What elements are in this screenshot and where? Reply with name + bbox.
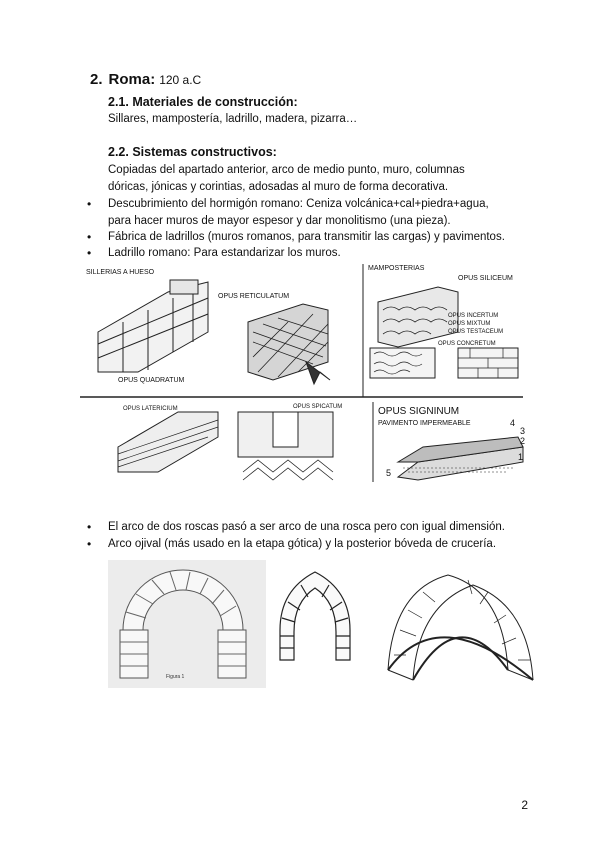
bullet-ladrillos [108,229,548,246]
section-heading [90,71,201,88]
label-opus-testaceum: OPUS TESTACEUM [448,329,504,335]
section-title: Roma: [108,71,156,88]
section-number: 2. [90,71,103,88]
figure2-caption: Figura 1 [166,674,185,680]
label-opus-mixtum: OPUS MIXTUM [448,321,491,327]
label-sillerias: SILLERIAS A HUESO [86,269,155,276]
bullet-ladrillo-romano-line1: • Ladrillo romano: Para estandarizar los muros. [108,247,341,259]
label-opus-concretum: OPUS CONCRETUM [438,341,496,347]
bullet-arco-ojival [108,536,548,553]
subsection-2-intro-line2: dóricas, jónicas y corintias, adosadas al muro de forma decorativa. [108,181,449,193]
bullet-arco-roscas [108,519,548,536]
label-pavimento: PAVIMENTO IMPERMEABLE [378,420,471,427]
label-n1: 1 [518,452,524,462]
opus-latericium-drawing [118,412,218,472]
label-opus-latericium: OPUS LATERICIUM [123,406,178,412]
label-n2: 2 [520,436,525,446]
page-number: 2 [521,798,528,812]
opus-spicatum-drawing [238,412,333,480]
label-mamposterias: MAMPOSTERIAS [368,265,425,272]
bullet-hormigon-line2: para hacer muros de mayor espesor y dar monolitismo (una pieza). [108,214,451,227]
semicircular-arch-drawing [108,560,266,688]
label-n5: 5 [386,468,392,478]
subsection-2-title: 2.2. Sistemas constructivos: [108,145,277,159]
label-opus-signinum: OPUS SIGNINUM [378,406,460,417]
subsection-2-intro-line1: Copiadas del apartado anterior, arco de medio punto, muro, columnas [108,164,465,176]
masonry-techniques-figure [78,262,525,484]
label-n4: 4 [510,418,516,428]
rib-vault-drawing [388,575,533,680]
label-opus-siliceum: OPUS SILICEUM [458,275,513,282]
bullet-arco-ojival-text: • Arco ojival (más usado en la etapa gótica) y la posterior bóveda de crucería. [108,538,497,550]
bullet-hormigon [108,196,548,229]
label-opus-reticulatum: OPUS RETICULATUM [218,293,290,300]
bullet-arco-roscas-text: • El arco de dos roscas pasó a ser arco de una rosca pero con igual dimensión. [108,521,505,533]
subsection-1-title: 2.1. Materiales de construcción: [108,95,298,109]
opus-quadratum-drawing [98,280,208,372]
pointed-arch-drawing [280,572,350,660]
bullet-ladrillos-line1: • Fábrica de ladrillos (muros romanos, para transmitir las cargas) y pavimentos. [108,231,505,243]
label-opus-quadratum: OPUS QUADRATUM [118,377,185,384]
label-opus-incertum: OPUS INCERTUM [448,313,499,319]
bullet-hormigon-line1: • Descubrimiento del hormigón romano: Ceniza volcánica+cal+piedra+agua, [108,198,489,210]
arches-figure [108,560,538,690]
label-n3: 3 [520,426,525,436]
opus-reticulatum-drawing [248,304,330,384]
section-date: 120 a.C [159,73,202,87]
bullet-ladrillo-romano [108,245,548,262]
label-opus-spicatum: OPUS SPICATUM [293,404,343,410]
opus-signinum-drawing [398,437,523,480]
subsection-1-text: Sillares, mampostería, ladrillo, madera, pizarra… [108,113,358,125]
